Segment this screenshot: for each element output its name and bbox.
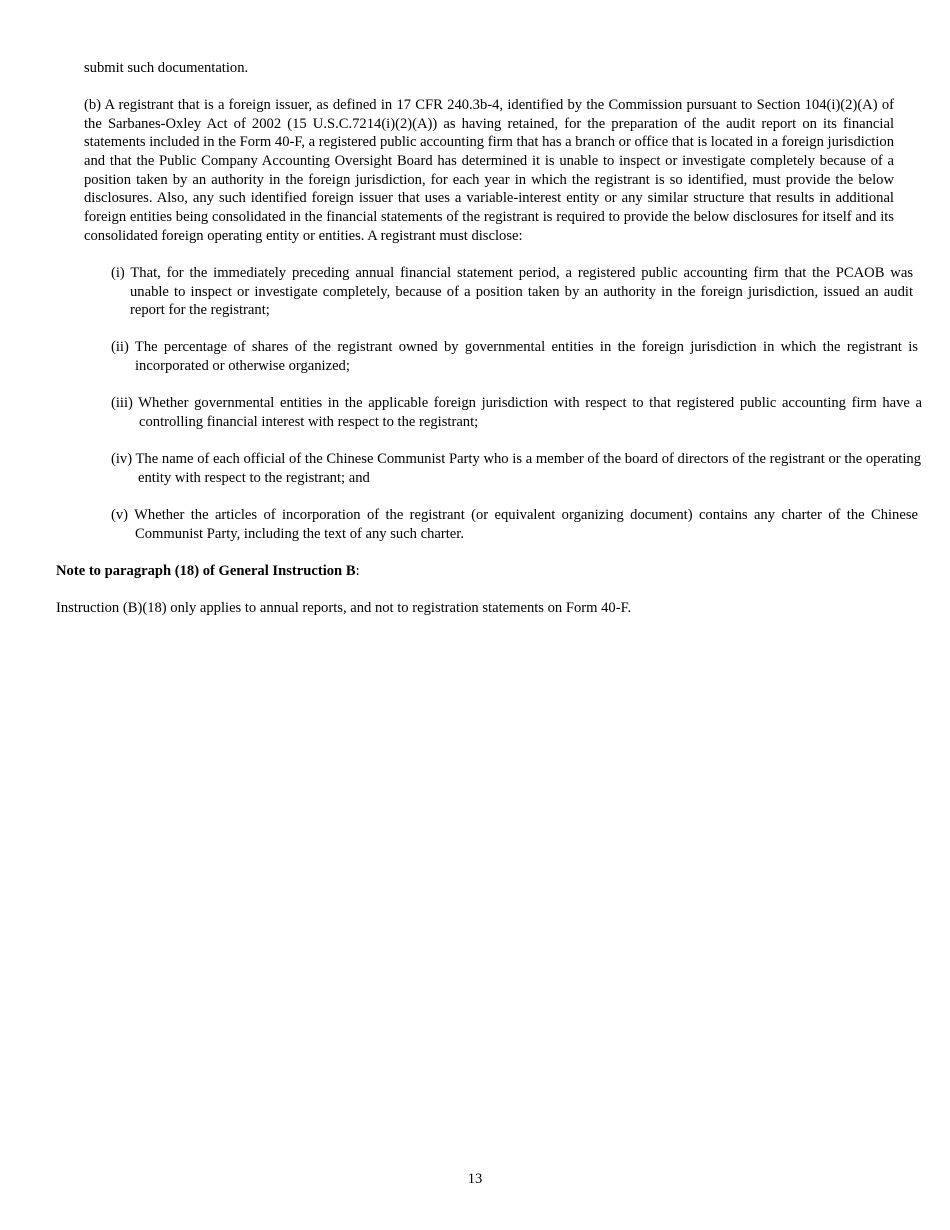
- paragraph-b: (b) A registrant that is a foreign issuer, as defined in 17 CFR 240.3b-4, identified by the Commission pursuant to Section 104(i)(2)(A) of the Sarbanes-Oxley Act of 2002 (15 U.S.C.7214(i)(2)(A)) as having retained, for the preparation of the audit report on its financial statements included in the Form 40-F, a registered public accounting firm that has a branch or office that is located in a foreign jurisdiction and that the Public Company Accounting Oversight Board has determined it is unable to inspect or investigate completely because of a position taken by an authority in the foreign jurisdiction, for each year in which the registrant is so identified, must provide the below disclosures. Also, any such identified foreign issuer that uses a variable-interest entity or any similar structure that results in additional foreign entities being consolidated in the financial statements of the registrant is required to provide the below disclosures for itself and its consolidated foreign operating entity or entities. A registrant must disclose:: [84, 97, 894, 244]
- list-item-v: [111, 506, 918, 543]
- note-heading-text: Note to paragraph (18) of General Instruction B: [56, 563, 356, 579]
- note-text: Instruction (B)(18) only applies to annual reports, and not to registration statements on Form 40-F.: [56, 600, 632, 616]
- list-item-text: The name of each official of the Chinese Communist Party who is a member of the board of directors of the registrant or the operating entity with respect to the registrant; and: [135, 451, 921, 486]
- note-heading-colon: :: [355, 563, 360, 579]
- list-item-number: (iv): [111, 451, 133, 467]
- list-item-number: (i): [111, 265, 125, 281]
- list-item-iv: [111, 450, 921, 487]
- list-item-text: Whether the articles of incorporation of the registrant (or equivalent organizing document) contains any charter of the Chinese Communist Party, including the text of any such charter.: [134, 507, 918, 542]
- list-item-i: [111, 264, 913, 320]
- list-item-ii: [111, 338, 918, 375]
- list-item-text: The percentage of shares of the registrant owned by governmental entities in the foreign jurisdiction in which the registrant is incorporated or otherwise organized;: [134, 339, 918, 374]
- page-number: 13: [467, 1171, 483, 1187]
- list-item-text: That, for the immediately preceding annual financial statement period, a registered public accounting firm that the PCAOB was unable to inspect or investigate completely, because of a position taken by an authority in the foreign jurisdiction, issued an audit report for the registrant;: [130, 265, 913, 319]
- continuation-text: submit such documentation.: [84, 60, 249, 76]
- list-item-number: (v): [111, 507, 129, 523]
- list-item-number: (ii): [111, 339, 129, 355]
- list-item-iii: [111, 394, 922, 431]
- list-item-number: (iii): [111, 395, 133, 411]
- list-item-text: Whether governmental entities in the applicable foreign jurisdiction with respect to that registered public accounting firm have a controlling financial interest with respect to the registrant;: [138, 395, 922, 430]
- note-heading: [56, 562, 360, 581]
